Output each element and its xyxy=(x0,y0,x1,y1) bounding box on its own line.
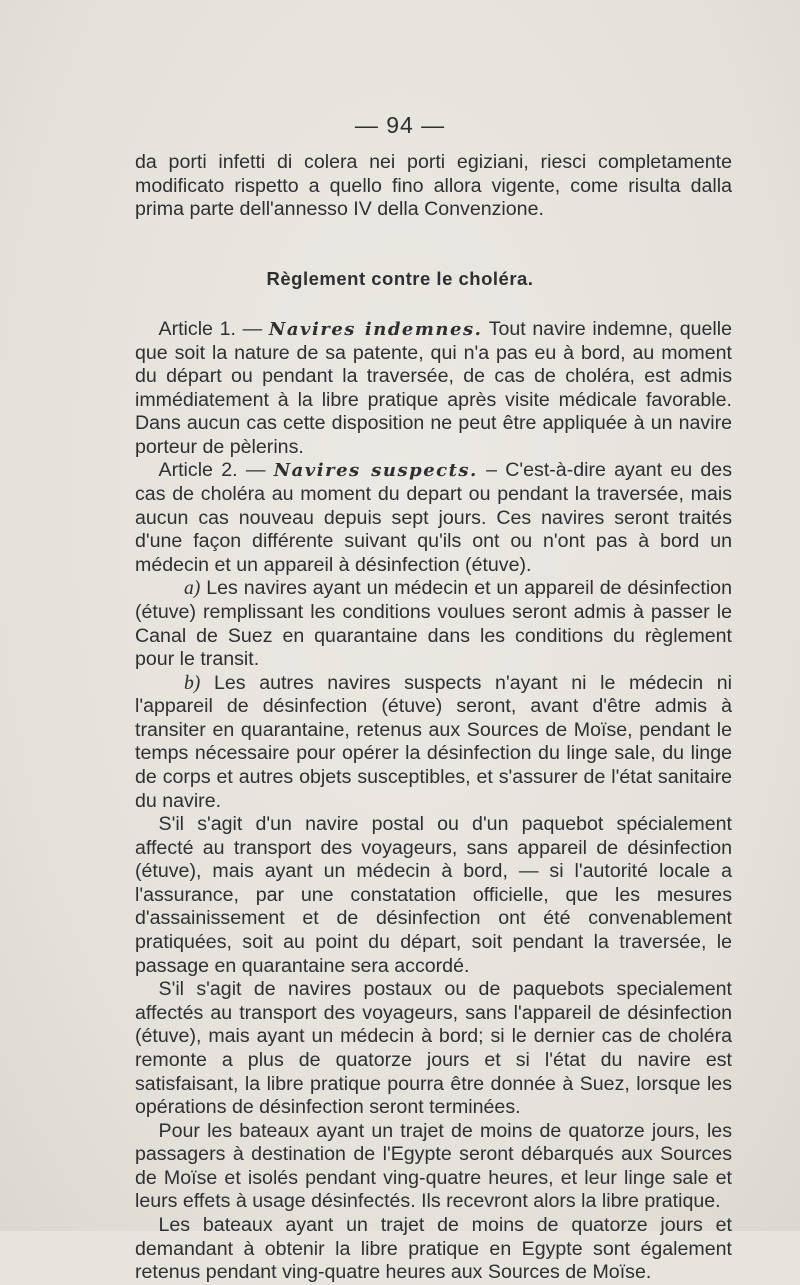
paragraph-a xyxy=(135,577,732,671)
article-2-text: – C'est-à-dire ayant eu des cas de choléra au moment du depart ou pendant la traversée, mais aucun cas nouveau depuis sept jours. Ces navires seront traités d'une façon différente suivant qu'ils ont ou n'ont pas à bord un médecin et un appareil à désinfection (étuve). xyxy=(135,459,732,576)
section-title: Règlement contre le choléra. xyxy=(266,268,534,289)
paragraph-b-marker: b) xyxy=(184,672,201,694)
article-2-label: Article 2. — xyxy=(158,459,266,482)
page-number: — 94 — xyxy=(354,112,446,138)
paragraph-b xyxy=(135,672,732,813)
article-2-title: Navires suspects. xyxy=(273,460,478,482)
article-1-title: Navires indemnes. xyxy=(268,319,483,340)
articles-body xyxy=(135,318,732,1285)
intro-paragraph xyxy=(135,151,732,222)
paragraph-postal-1: S'il s'agit d'un navire postal ou d'un paquebot spécialement affecté au transport des voyageurs, sans appareil de désinfection (étuve), mais ayant un médecin à bord, — si l'autorité locale a l'assurance, par une constatation officielle, que les mesures d'assainissement et de désinfection ont été convenablement pratiquées, soit au point du départ, soit pendant la traversée, le passage en quarantaine sera accordé. xyxy=(135,813,732,977)
article-2 xyxy=(135,459,732,577)
article-1-label: Article 1. — xyxy=(158,318,263,340)
article-1-text: Tout navire indemne, quelle que soit la nature de sa patente, qui n'a pas eu à bord, au moment du départ ou pendant la traversée, de cas de choléra, est admis immédiatement à la libre pratique après visite médicale favorable. Dans aucun cas cette disposition ne peut être appliquée à un navire porteur de pèlerins. xyxy=(135,318,733,458)
paragraph-postal-2: S'il s'agit de navires postaux ou de paquebots specialement affectés au transport des voyageurs, sans l'appareil de désinfection (étuve), mais ayant un médecin à bord; si le dernier cas de choléra remonte a plus de quatorze jours et si l'état du navire est satisfaisant, la libre pratique pourra être donnée à Suez, lorsque les opérations de désinfection seront terminées. xyxy=(135,978,732,1119)
article-1 xyxy=(135,318,732,459)
paragraph-retained: Les bateaux ayant un trajet de moins de quatorze jours et demandant à obtenir la libre pratique en Egypte sont également retenus pendant ving-quatre heures aux Sources de Moïse. xyxy=(135,1213,732,1284)
paragraph-a-text: Les navires ayant un médecin et un appareil de désinfection (étuve) remplissant les conditions voulues seront admis à passer le Canal de Suez en quarantaine dans les conditions du règlement pour le transit. xyxy=(135,577,732,671)
paragraph-short-trip: Pour les bateaux ayant un trajet de moins de quatorze jours, les passagers à destination de l'Egypte seront débarqués aux Sources de Moïse et isolés pendant ving-quatre heures, et leur linge sale et leurs effets à usage désinfectés. Ils recevront alors la libre pratique. xyxy=(135,1119,732,1213)
paragraph-a-marker: a) xyxy=(184,578,201,600)
paragraph-b-text: Les autres navires suspects n'ayant ni le médecin ni l'appareil de désinfection (étuve) seront, avant d'être admis à transiter en quarantaine, retenus aux Sources de Moïse, pendant le temps nécessaire pour opérer la désinfection du linge sale, du linge de corps et autres objets susceptibles, et s'assurer de l'état sanitaire du navire. xyxy=(135,671,732,812)
intro-text: da porti infetti di colera nei porti egiziani, riesci completamente modificato rispetto a quello fino allora vigente, come risulta dalla prima parte dell'annesso IV della Convenzione. xyxy=(135,151,732,220)
